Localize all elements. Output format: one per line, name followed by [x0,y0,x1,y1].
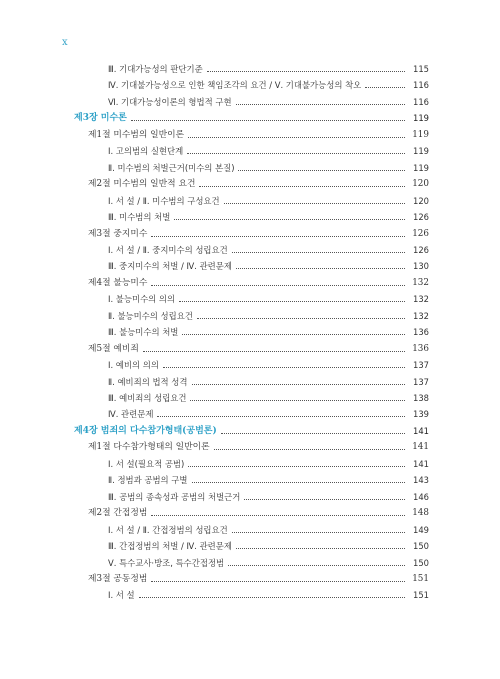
toc-entry-label: Ⅲ. 간접정범의 처벌 / Ⅳ. 관련문제 [108,541,232,552]
toc-entry-label: 제3절 공동정범 [88,573,148,584]
toc-entry-page: 115 [413,64,429,74]
toc-item [0,59,500,75]
dot-leader [187,153,405,154]
dot-leader [228,565,405,566]
toc-item [0,404,500,420]
toc-entry-label: Ⅰ. 서 설 / Ⅱ. 간접정범의 성립요건 [108,524,228,535]
toc-entry-page: 151 [413,590,429,601]
toc-entry-label: Ⅳ. 기대불가능성으로 인한 책임조각의 요건 / Ⅴ. 기대불가능성의 착오 [108,80,362,91]
toc-entry-page: 119 [413,162,429,173]
toc-entry-page: 136 [412,343,429,354]
toc-entry-page: 150 [413,557,429,568]
toc-entry-page: 116 [413,80,429,91]
toc-item [0,520,500,536]
dot-leader [131,120,405,121]
toc-item [0,536,500,552]
toc-item [0,75,500,91]
toc-entry-page: 149 [413,524,429,535]
toc-entry-label: 제3장 미수론 [74,113,127,124]
toc-entry-label: 제4절 불능미수 [88,277,148,288]
toc-entry-label: Ⅰ. 불능미수의 의의 [108,294,176,305]
dot-leader [151,285,405,286]
toc-entry-page: 146 [413,491,429,502]
dot-leader [190,400,405,401]
toc-entry-label: Ⅰ. 서 설 / Ⅱ. 미수범의 구성요건 [108,195,220,206]
toc-entry-label: Ⅰ. 서 설 [108,590,135,601]
toc-entry-page: 126 [412,228,429,239]
dot-leader [214,449,405,450]
toc-entry-page: 120 [413,195,429,206]
toc-section [0,339,500,355]
toc-entry-label: Ⅲ. 예비죄의 성립요건 [108,393,187,403]
toc-entry-label: 제1절 미수범의 일반이론 [88,129,185,140]
toc-entry-label: Ⅲ. 공범의 종속성과 공범의 처벌근거 [108,491,241,502]
dot-leader [244,499,405,500]
toc-entry-page: 130 [413,261,429,272]
toc-entry-page: 148 [412,508,429,519]
toc-entry-page: 119 [413,146,429,157]
dot-leader [151,581,405,582]
toc-item [0,191,500,207]
toc-section [0,437,500,453]
toc-entry-page: 138 [413,393,429,403]
toc-item [0,240,500,256]
toc-entry-label: Ⅱ. 미수범의 처벌근거(미수의 본질) [108,162,235,173]
dot-leader [236,268,405,269]
toc-entry-page: 120 [412,179,429,190]
dot-leader [365,87,405,88]
toc-entry-page: 141 [413,458,429,469]
page-number: x [62,37,68,48]
toc-item [0,306,500,322]
toc-entry-label: Ⅰ. 서 설(필요적 공범) [108,458,185,469]
toc-entry-label: 제4장 범죄의 다수참가형태(공범론) [74,425,217,436]
toc-entry-label: Ⅳ. 관련문제 [108,409,154,420]
toc-section [0,174,500,190]
toc-section [0,503,500,519]
dot-leader [232,532,405,533]
toc-entry-page: 141 [412,442,429,453]
toc-entry-label: Ⅲ. 미수범의 처벌 [108,212,171,223]
dot-leader [139,597,405,598]
dot-leader [188,466,405,467]
toc-item [0,141,500,157]
toc-item [0,256,500,272]
toc-item [0,553,500,569]
toc-entry-label: 제5절 예비죄 [88,343,139,354]
toc-item [0,322,500,338]
dot-leader [238,170,405,171]
toc-entry-page: 119 [412,129,429,140]
toc-entry-page: 143 [413,475,429,486]
toc-item [0,92,500,108]
toc-entry-label: 제1절 다수참가형태의 일반이론 [88,442,210,453]
toc-item [0,388,500,404]
toc-item [0,585,500,601]
toc-entry-page: 137 [413,376,429,387]
toc-entry-label: 제3절 중지미수 [88,228,148,239]
toc-entry-label: Ⅵ. 기대가능성이론의 형법적 구현 [108,96,232,107]
dot-leader [236,548,405,549]
toc-item [0,355,500,371]
toc-entry-label: Ⅰ. 서 설 / Ⅱ. 중지미수의 성립요건 [108,244,228,255]
toc-item [0,372,500,388]
toc-entry-label: Ⅱ. 예비죄의 법적 성격 [108,376,188,387]
dot-leader [236,104,405,105]
toc-entry-page: 132 [413,310,429,321]
toc-entry-page: 132 [412,277,429,288]
toc-entry-label: Ⅰ. 예비의 의의 [108,360,159,371]
dot-leader [224,203,405,204]
toc-item [0,487,500,503]
toc-section [0,125,500,141]
dot-leader [163,367,405,368]
dot-leader [221,433,405,434]
toc-entry-label: Ⅱ. 불능미수의 성립요건 [108,310,193,321]
dot-leader [151,515,405,516]
dot-leader [174,219,405,220]
toc-entry-label: Ⅲ. 기대가능성의 판단기준 [108,64,203,74]
toc-entry-page: 139 [413,409,429,420]
toc-chapter [0,108,500,124]
dot-leader [157,416,405,417]
toc-entry-label: Ⅱ. 정범과 공범의 구별 [108,475,188,486]
dot-leader [192,384,406,385]
dot-leader [188,137,405,138]
toc-section [0,569,500,585]
toc-entry-page: 136 [413,327,429,338]
dot-leader [192,482,406,483]
dot-leader [182,334,405,335]
dot-leader [151,236,405,237]
toc-entry-label: Ⅰ. 고의범의 실현단계 [108,146,184,157]
toc-entry-page: 132 [413,294,429,305]
dot-leader [179,301,405,302]
toc-item [0,289,500,305]
toc-entry-page: 126 [413,212,429,223]
toc-entry-page: 150 [413,541,429,552]
dot-leader [207,71,405,72]
toc-entry-label: Ⅲ. 중지미수의 처벌 / Ⅳ. 관련문제 [108,261,232,272]
toc-entry-label: 제2절 미수범의 일반적 요건 [88,179,196,190]
toc-entry-label: 제2절 간접정범 [88,508,148,519]
toc-item [0,207,500,223]
dot-leader [143,351,405,352]
toc-item [0,158,500,174]
toc-entry-page: 141 [413,425,429,436]
toc-entry-page: 119 [413,113,429,124]
toc-entry-page: 137 [413,360,429,371]
toc-item [0,470,500,486]
toc-entry-label: Ⅴ. 특수교사·방조, 특수간접정범 [108,557,225,568]
toc-chapter [0,421,500,437]
toc-item [0,454,500,470]
dot-leader [199,186,405,187]
toc-entry-page: 116 [413,96,429,107]
dot-leader [197,318,405,319]
toc-entry-label: Ⅲ. 불능미수의 처벌 [108,327,179,338]
toc-section [0,224,500,240]
toc-section [0,273,500,289]
toc-entry-page: 126 [413,244,429,255]
toc-entry-page: 151 [412,573,429,584]
dot-leader [232,252,405,253]
